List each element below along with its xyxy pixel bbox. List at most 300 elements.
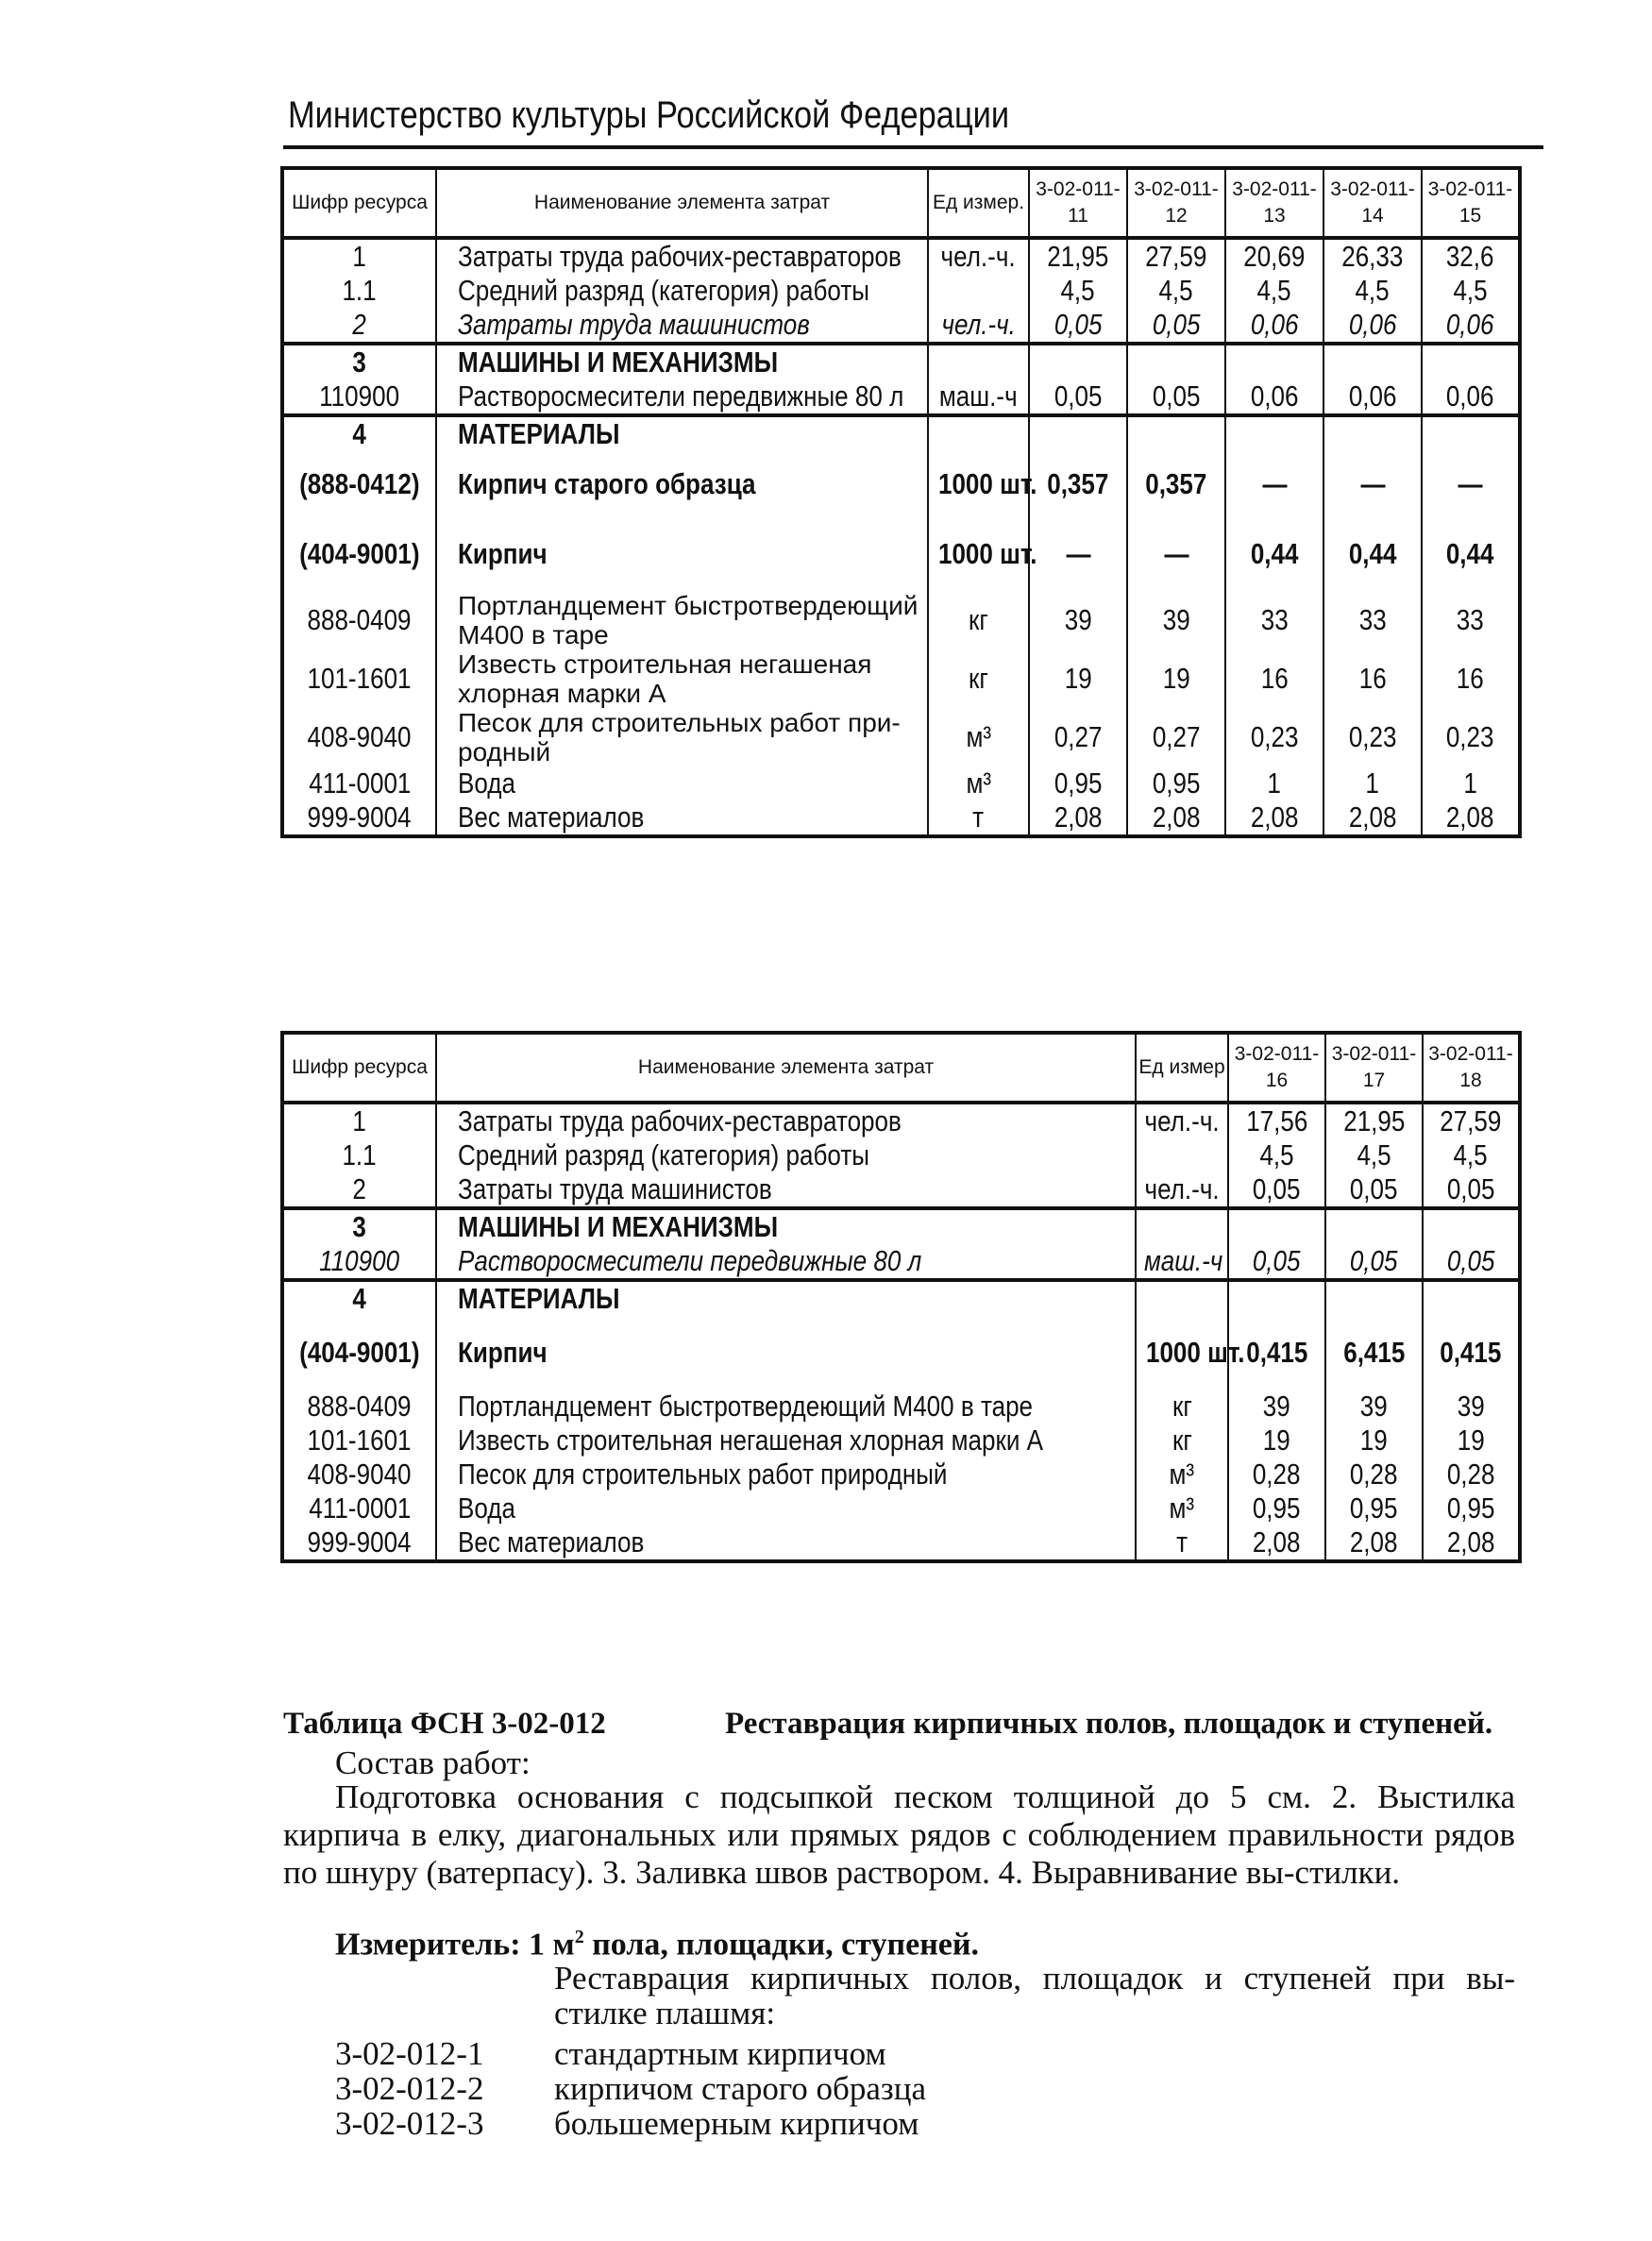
table-row [282, 308, 1520, 344]
value-cell [1422, 415, 1520, 451]
resource-code [282, 1457, 436, 1491]
resource-code [282, 800, 436, 836]
value-cell-text: 0,05 [1054, 308, 1103, 341]
value-cell [1422, 517, 1520, 591]
value-cell-text: 0,05 [1152, 379, 1201, 413]
value-cell [1325, 1424, 1423, 1457]
table-row [282, 1103, 1520, 1138]
element-name [436, 238, 928, 274]
resource-code-text: 3 [352, 345, 367, 379]
value-cell [1323, 238, 1422, 274]
element-name [436, 800, 928, 836]
value-cell-text: 0,95 [1253, 1491, 1301, 1525]
value-cell [1423, 1208, 1520, 1244]
value-cell-text: 0,05 [1446, 1172, 1495, 1205]
unit [928, 379, 1029, 415]
value-cell-text: 33 [1457, 603, 1484, 636]
item-row [335, 2035, 886, 2073]
value-cell-text: 17,56 [1245, 1104, 1308, 1137]
value-cell-text: 0,05 [1253, 1172, 1301, 1205]
resource-code-text: 101-1601 [307, 662, 413, 695]
unit-text: 1000 шт. [1145, 1336, 1245, 1369]
unit [1136, 1457, 1228, 1491]
value-cell-text: 4,5 [1158, 274, 1194, 307]
value-cell-text: 0,05 [1350, 1244, 1398, 1277]
value-cell [1423, 1390, 1520, 1424]
unit [928, 800, 1029, 836]
resource-code [282, 708, 436, 767]
value-cell [1225, 415, 1323, 451]
value-cell-text: 4,5 [1259, 1138, 1294, 1171]
unit [928, 238, 1029, 274]
unit-text: чел.-ч. [1144, 1172, 1220, 1205]
value-cell-text: 4,5 [1256, 274, 1292, 307]
value-cell-text: 6,415 [1342, 1336, 1406, 1369]
resource-code [282, 517, 436, 591]
resource-code-text: 4 [352, 417, 367, 450]
value-cell-text: 4,5 [1357, 1138, 1391, 1171]
value-cell-text: 0,05 [1253, 1244, 1301, 1277]
element-name-text: Затраты труда машинистов [458, 308, 810, 341]
value-cell-text: 0,05 [1446, 1244, 1495, 1277]
value-cell [1325, 1525, 1423, 1561]
unit [1136, 1208, 1228, 1244]
value-cell [1225, 274, 1323, 308]
value-cell [1422, 238, 1520, 274]
value-cell [1228, 1208, 1325, 1244]
resource-code [282, 1390, 436, 1424]
table-row [282, 1525, 1520, 1561]
value-cell [1423, 1244, 1520, 1280]
resource-code-text: (404-9001) [299, 1336, 420, 1369]
value-cell-text: 0,05 [1152, 308, 1201, 341]
element-name-text: Кирпич [458, 1336, 548, 1369]
value-cell-text: 0,06 [1250, 308, 1299, 341]
header-cell: 3-02-011-11 [1029, 168, 1127, 238]
value-cell-text: 0,05 [1350, 1172, 1398, 1205]
value-cell [1325, 1491, 1423, 1525]
value-cell [1029, 649, 1127, 708]
value-cell-text: 1 [1267, 767, 1282, 800]
value-cell [1225, 649, 1323, 708]
element-name-text: Кирпич старого образца [458, 467, 756, 500]
element-name-text: Портландцемент быстротвердеющий М400 в таре [458, 1390, 1034, 1423]
resource-code-text: 1.1 [342, 1138, 378, 1171]
resource-code [282, 415, 436, 451]
value-cell-text: 2,08 [1250, 800, 1299, 834]
value-cell-text: 39 [1162, 603, 1190, 636]
unit-text: кг [969, 603, 988, 636]
unit-text: чел.-ч. [940, 240, 1017, 273]
resource-code-text: 1.1 [342, 274, 378, 307]
value-cell [1323, 517, 1422, 591]
value-cell [1228, 1390, 1325, 1424]
value-cell-text: 39 [1064, 603, 1092, 636]
item-label: кирпичом старого образца [554, 2070, 926, 2107]
unit [1136, 1525, 1228, 1561]
value-cell-text: 0,415 [1440, 1336, 1502, 1369]
value-cell [1325, 1208, 1423, 1244]
value-cell [1029, 708, 1127, 767]
element-name-text: Средний разряд (категория) работы [458, 1138, 869, 1171]
value-cell-text: — [1065, 537, 1091, 570]
value-cell-text: 0,28 [1253, 1457, 1301, 1491]
value-cell [1423, 1491, 1520, 1525]
value-cell-text: 19 [1360, 1424, 1388, 1457]
value-cell-text: 0,44 [1250, 537, 1299, 570]
value-cell-text: 39 [1263, 1390, 1290, 1423]
element-name-text: МАТЕРИАЛЫ [458, 417, 620, 450]
element-name [436, 649, 928, 708]
element-name [436, 517, 928, 591]
element-name-text: Вода [458, 767, 515, 800]
resource-code [282, 1208, 436, 1244]
value-cell-text: 0,95 [1152, 767, 1201, 800]
element-name [436, 1172, 1136, 1208]
value-cell-text: 0,06 [1348, 308, 1397, 341]
element-name [436, 415, 928, 451]
resource-code [282, 767, 436, 800]
unit [928, 708, 1029, 767]
value-cell [1127, 767, 1225, 800]
value-cell [1127, 415, 1225, 451]
element-name [436, 1424, 1136, 1457]
item-code: 3-02-012-3 [335, 2105, 484, 2142]
value-cell [1423, 1457, 1520, 1491]
value-cell [1422, 767, 1520, 800]
table-row [282, 708, 1520, 767]
value-cell-text: 0,95 [1446, 1491, 1495, 1525]
value-cell [1127, 800, 1225, 836]
element-name-text: Песок для строительных работ природный [458, 1457, 948, 1491]
work-body [283, 1778, 1515, 1892]
resource-code-text: 1 [352, 1104, 367, 1137]
unit [1136, 1390, 1228, 1424]
value-cell [1228, 1457, 1325, 1491]
element-name-text: Вода [458, 1491, 515, 1525]
element-name-text: Вес материалов [458, 1525, 645, 1559]
table-row [282, 591, 1520, 649]
value-cell [1325, 1244, 1423, 1280]
unit [1136, 1172, 1228, 1208]
value-cell-text: 0,23 [1446, 720, 1494, 753]
header-cell: 3-02-011-13 [1225, 168, 1323, 238]
unit-text: маш.-ч [939, 379, 1018, 413]
header-cell: 3-02-011-18 [1423, 1033, 1520, 1103]
resource-code-text: 110900 [319, 379, 400, 413]
header-cell: 3-02-011-12 [1127, 168, 1225, 238]
element-name [436, 767, 928, 800]
item-code: 3-02-012-2 [335, 2070, 484, 2107]
meter [335, 1927, 979, 1963]
element-name [436, 1103, 1136, 1138]
value-cell [1127, 379, 1225, 415]
element-name-text: Растворосмесители передвижные 80 л [458, 379, 904, 413]
value-cell-text: 27,59 [1440, 1104, 1502, 1137]
meter-prefix: Измеритель: 1 м [335, 1927, 575, 1963]
resource-code [282, 308, 436, 344]
element-name [436, 451, 928, 517]
table-row [282, 1244, 1520, 1280]
resource-code [282, 1280, 436, 1316]
resource-code [282, 1491, 436, 1525]
element-name [436, 1244, 1136, 1280]
unit-text: м³ [1169, 1491, 1195, 1525]
value-cell [1422, 344, 1520, 379]
value-cell [1127, 238, 1225, 274]
resource-code-text: 888-0409 [307, 603, 413, 636]
resource-code [282, 1525, 436, 1561]
value-cell-text: 0,357 [1047, 467, 1109, 500]
value-cell-text: 0,06 [1250, 379, 1299, 413]
table-row [282, 415, 1520, 451]
value-cell [1325, 1103, 1423, 1138]
unit-text: кг [1172, 1424, 1192, 1457]
value-cell [1228, 1424, 1325, 1457]
resource-code-text: 411-0001 [308, 767, 412, 800]
value-cell [1323, 379, 1422, 415]
element-name-text: Кирпич [458, 537, 548, 570]
value-cell-text: — [1261, 467, 1288, 500]
value-cell [1228, 1280, 1325, 1316]
resource-code [282, 1103, 436, 1138]
value-cell [1423, 1103, 1520, 1138]
work-indent [283, 1778, 335, 1815]
unit [928, 517, 1037, 591]
resource-code [282, 1316, 436, 1390]
work-title: Состав работ: [335, 1744, 531, 1781]
unit-text: маш.-ч [1143, 1244, 1223, 1277]
element-name-text: Известь строительная негашеная хлорная марки А [458, 649, 872, 708]
table-row [282, 1280, 1520, 1316]
element-name-text: МАТЕРИАЛЫ [458, 1282, 620, 1315]
value-cell [1029, 415, 1127, 451]
table-row [282, 1390, 1520, 1424]
value-cell-text: 2,08 [1446, 1525, 1495, 1559]
element-name-text: Известь строительная негашеная хлорная марки А [458, 1424, 1044, 1457]
header-cell: Наименование элемента затрат [436, 168, 928, 238]
meter-suffix: пола, площадки, ступеней. [583, 1927, 979, 1963]
resource-code [282, 238, 436, 274]
intro-text: Реставрация кирпичных полов, площадок и ступеней при вы-стилке плашмя: [554, 1960, 1515, 2031]
value-cell [1228, 1491, 1325, 1525]
value-cell-text: 27,59 [1145, 240, 1207, 273]
value-cell-text: 21,95 [1342, 1104, 1406, 1137]
table-row [282, 1424, 1520, 1457]
item-row [335, 2070, 926, 2108]
value-cell [1225, 238, 1323, 274]
value-cell-text: — [1359, 467, 1386, 500]
value-cell-text: 33 [1260, 603, 1289, 636]
value-cell [1029, 800, 1127, 836]
resource-code-text: 408-9040 [307, 720, 413, 753]
element-name [436, 1390, 1136, 1424]
value-cell [1323, 308, 1422, 344]
value-cell [1225, 344, 1323, 379]
value-cell-text: 0,95 [1350, 1491, 1398, 1525]
value-cell-text: 0,27 [1152, 720, 1201, 753]
header-cell: Ед измер [1136, 1033, 1228, 1103]
value-cell [1029, 591, 1127, 649]
value-cell [1323, 708, 1422, 767]
header-cell: 3-02-011-16 [1228, 1033, 1325, 1103]
unit [1136, 1491, 1228, 1525]
unit-text: чел.-ч. [941, 308, 1016, 341]
value-cell [1422, 451, 1520, 517]
value-cell [1225, 800, 1323, 836]
value-cell-text: 0,23 [1348, 720, 1397, 753]
element-name [436, 308, 928, 344]
unit [928, 415, 1029, 451]
value-cell [1323, 451, 1422, 517]
element-name-text: Растворосмесители передвижные 80 л [458, 1244, 922, 1277]
resource-code-text: (888-0412) [299, 467, 420, 500]
value-cell-text: 0,06 [1348, 379, 1397, 413]
table-row [282, 1316, 1520, 1390]
value-cell [1225, 308, 1323, 344]
item-label: стандартным кирпичом [554, 2035, 886, 2072]
item-row [335, 2105, 919, 2143]
value-cell [1127, 591, 1225, 649]
value-cell-text: 0,415 [1245, 1336, 1308, 1369]
resource-code [282, 1138, 436, 1172]
value-cell [1228, 1172, 1325, 1208]
unit [1136, 1316, 1245, 1390]
unit [1136, 1138, 1228, 1172]
element-name-text: Затраты труда рабочих-реставраторов [458, 240, 902, 273]
unit-text: т [972, 800, 985, 834]
value-cell [1422, 379, 1520, 415]
value-cell-text: 33 [1358, 603, 1387, 636]
resource-code [282, 591, 436, 649]
value-cell-text: 0,44 [1348, 537, 1397, 570]
element-name [436, 708, 928, 767]
table-row [282, 517, 1520, 591]
header-cell: 3-02-011-17 [1325, 1033, 1423, 1103]
resource-code-text: 2 [352, 1172, 367, 1205]
value-cell [1325, 1457, 1423, 1491]
element-name [436, 1491, 1136, 1525]
element-name [436, 1138, 1136, 1172]
value-cell [1423, 1316, 1520, 1390]
table-row [282, 344, 1520, 379]
value-cell [1422, 308, 1520, 344]
value-cell-text: 0,44 [1446, 537, 1494, 570]
table-row [282, 1208, 1520, 1244]
resource-code [282, 1244, 436, 1280]
value-cell [1127, 649, 1225, 708]
value-cell [1323, 591, 1422, 649]
value-cell-text: 19 [1457, 1424, 1485, 1457]
unit-text: 1000 шт. [937, 467, 1037, 500]
unit [928, 591, 1029, 649]
value-cell [1423, 1172, 1520, 1208]
element-name [436, 1457, 1136, 1491]
unit-text: т [1176, 1525, 1188, 1559]
unit [928, 767, 1029, 800]
value-cell [1325, 1280, 1423, 1316]
value-cell [1323, 800, 1422, 836]
value-cell-text: 4,5 [1355, 274, 1391, 307]
value-cell-text: 16 [1260, 662, 1289, 695]
table-row [282, 238, 1520, 274]
value-cell-text: 1 [1463, 767, 1477, 800]
unit-text: м³ [966, 720, 991, 753]
unit-text: кг [969, 662, 988, 695]
element-name-text: МАШИНЫ И МЕХАНИЗМЫ [458, 1210, 779, 1243]
value-cell [1225, 451, 1323, 517]
value-cell [1225, 767, 1323, 800]
unit [1136, 1280, 1228, 1316]
element-name-text: Затраты труда машинистов [458, 1172, 772, 1205]
value-cell [1029, 344, 1127, 379]
value-cell [1127, 274, 1225, 308]
value-cell-text: 21,95 [1047, 240, 1109, 273]
unit [928, 649, 1029, 708]
unit-text: м³ [1169, 1457, 1195, 1491]
value-cell-text: 0,27 [1054, 720, 1103, 753]
value-cell [1323, 274, 1422, 308]
resource-code-text: 4 [352, 1282, 367, 1315]
element-name-text: Затраты труда рабочих-реставраторов [458, 1104, 902, 1137]
value-cell-text: 19 [1064, 662, 1092, 695]
header-cell: 3-02-011-15 [1422, 168, 1520, 238]
unit [928, 451, 1037, 517]
resource-code-text: 101-1601 [307, 1424, 413, 1457]
resource-code-text: 888-0409 [307, 1390, 413, 1423]
resource-code [282, 379, 436, 415]
value-cell-text: 16 [1457, 662, 1484, 695]
unit [928, 308, 1029, 344]
value-cell [1423, 1525, 1520, 1561]
value-cell [1423, 1280, 1520, 1316]
value-cell [1029, 238, 1127, 274]
value-cell [1029, 308, 1127, 344]
header-cell: Ед измер. [928, 168, 1029, 238]
table-row [282, 649, 1520, 708]
table-row [282, 451, 1520, 517]
value-cell [1423, 1424, 1520, 1457]
element-name-text: МАШИНЫ И МЕХАНИЗМЫ [458, 345, 779, 379]
unit [1136, 1103, 1228, 1138]
value-cell-text: 0,06 [1446, 308, 1494, 341]
element-name [436, 274, 928, 308]
element-name [436, 1525, 1136, 1561]
resource-code [282, 274, 436, 308]
cost-table-1 [280, 166, 1522, 838]
value-cell [1422, 649, 1520, 708]
value-cell [1029, 451, 1127, 517]
value-cell [1127, 344, 1225, 379]
value-cell-text: 2,08 [1446, 800, 1494, 834]
unit [1136, 1244, 1228, 1280]
value-cell [1323, 344, 1422, 379]
value-cell-text: 1 [1365, 767, 1380, 800]
value-cell-text: 0,28 [1446, 1457, 1495, 1491]
resource-code-text: 3 [352, 1210, 367, 1243]
value-cell-text: 4,5 [1453, 1138, 1489, 1171]
resource-code [282, 1172, 436, 1208]
unit-text: чел.-ч. [1144, 1104, 1220, 1137]
value-cell-text: — [1163, 537, 1189, 570]
table-id: Таблица ФСН 3-02-012 [283, 1707, 606, 1741]
value-cell [1228, 1525, 1325, 1561]
value-cell [1325, 1172, 1423, 1208]
unit [928, 344, 1029, 379]
value-cell-text: 32,6 [1446, 240, 1494, 273]
element-name [436, 1280, 1136, 1316]
table-row [282, 1172, 1520, 1208]
